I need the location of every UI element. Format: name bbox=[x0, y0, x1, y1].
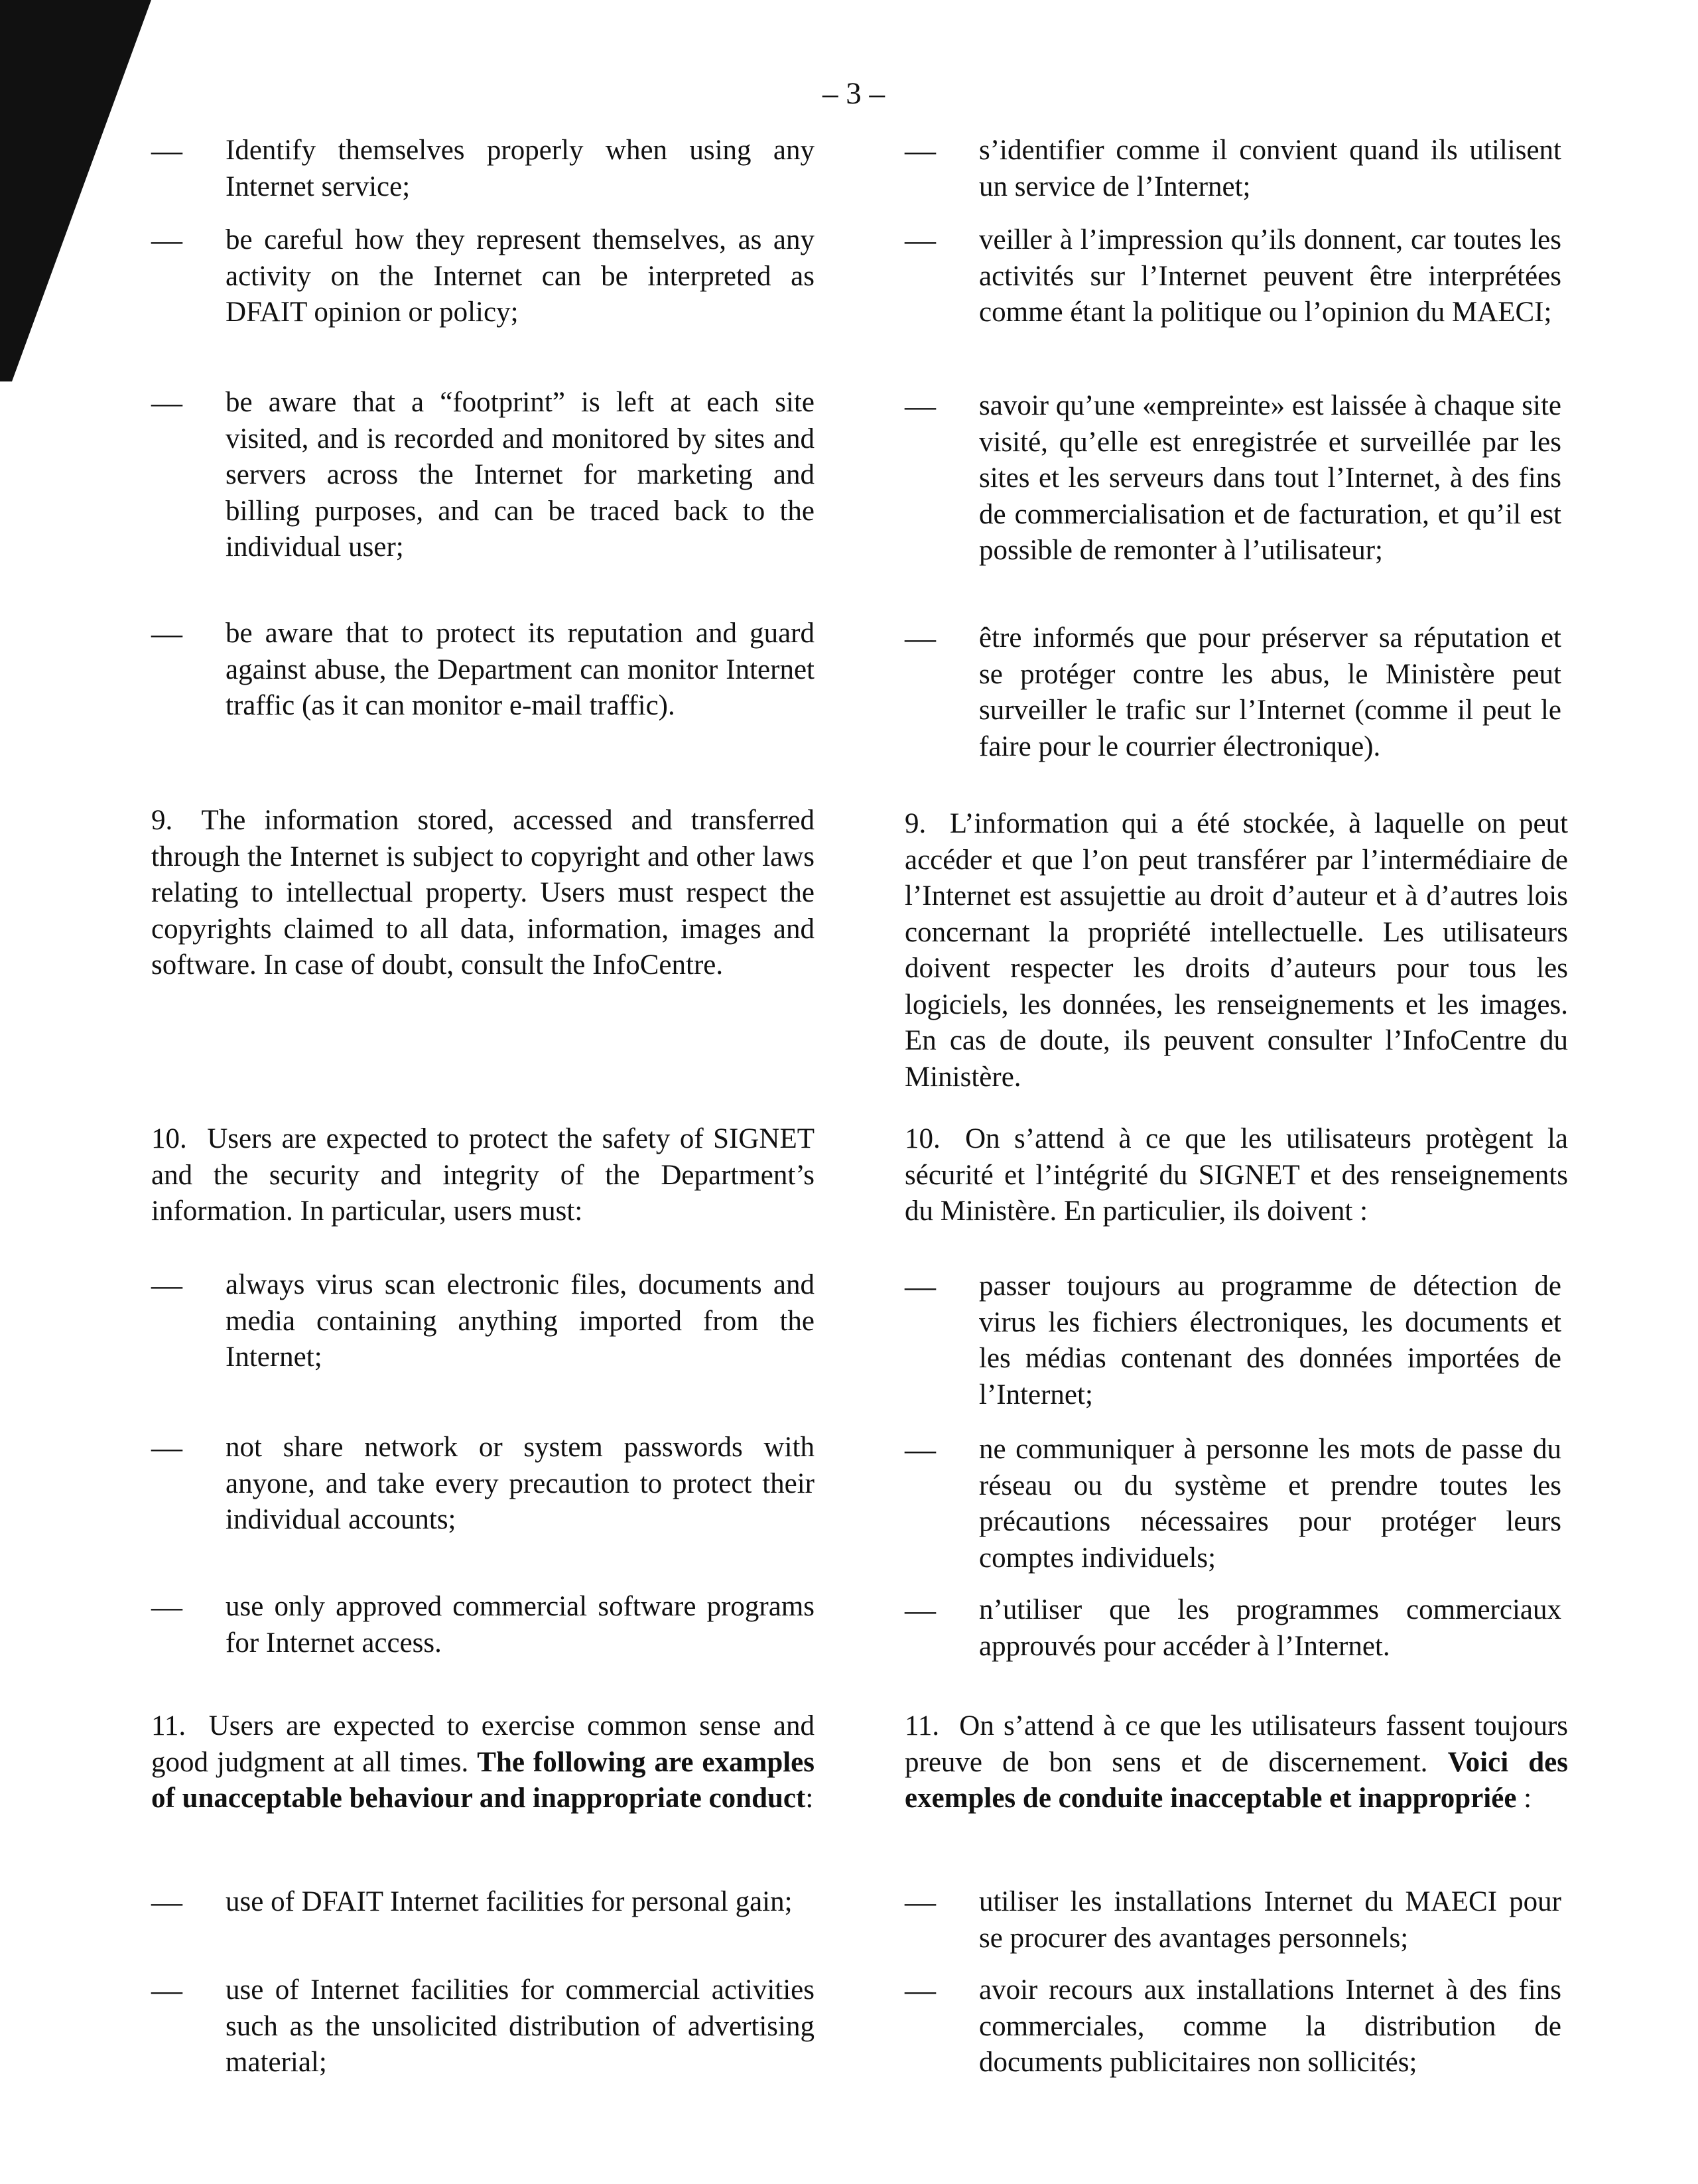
paragraph-11 bbox=[151, 1708, 815, 1817]
list-item-text: always virus scan electronic files, documents and media containing anything imported from the Internet; bbox=[226, 1269, 815, 1373]
paragraph-text: The information stored, accessed and transferred through the Internet is subject to copyright and other laws relating to intellectual property. Users must respect the copyrights claimed to all data, information, images and software. In case of doubt, consult the InfoCentre. bbox=[151, 805, 815, 981]
dash-bullet: — bbox=[905, 1885, 936, 1919]
dash-bullet: — bbox=[151, 1973, 182, 2008]
list-item-text: use only approved commercial software programs for Internet access. bbox=[226, 1591, 815, 1659]
list-item-text: use of Internet facilities for commercial activities such as the unsolicited distribution of advertising material; bbox=[226, 1974, 815, 2078]
list-item-text: avoir recours aux installations Internet à des fins commerciales, comme la distribution de documents publicitaires non sollicités; bbox=[979, 1974, 1561, 2078]
paragraph-number: 9. bbox=[905, 808, 927, 839]
list-item bbox=[151, 222, 815, 331]
dash-bullet: — bbox=[151, 1268, 182, 1302]
list-item-text: use of DFAIT Internet facilities for personal gain; bbox=[226, 1886, 793, 1917]
list-item-text: être informés que pour préserver sa réputation et se protéger contre les abus, le Ministère peut surveiller le trafic sur l’Internet (comme il peut le faire pour le courrier électronique). bbox=[979, 622, 1561, 762]
list-item-text: n’utiliser que les programmes commerciaux approuvés pour accéder à l’Internet. bbox=[979, 1594, 1561, 1662]
list-item bbox=[905, 133, 1561, 205]
dash-bullet: — bbox=[905, 1432, 936, 1467]
list-item-text: passer toujours au programme de détection de virus les fichiers électroniques, les documents et les médias contenant des données importées de l’Internet; bbox=[979, 1270, 1561, 1410]
list-item-text: ne communiquer à personne les mots de passe du réseau ou du système et prendre toutes les précautions nécessaires pour protéger leurs comptes individuels; bbox=[979, 1434, 1561, 1574]
dash-bullet: — bbox=[905, 133, 936, 168]
corner-wedge-mark bbox=[0, 0, 153, 385]
list-item bbox=[905, 620, 1561, 765]
dash-bullet: — bbox=[905, 1269, 936, 1304]
page-number: – 3 – bbox=[822, 76, 885, 111]
paragraph-bold-text: Voici des exemples de conduite inacceptable et inappropriée bbox=[905, 1746, 1568, 1814]
list-item bbox=[151, 385, 815, 566]
dash-bullet: — bbox=[151, 1590, 182, 1624]
dash-bullet: — bbox=[151, 1430, 182, 1465]
list-item bbox=[905, 1268, 1561, 1413]
list-item-text: savoir qu’une «empreinte» est laissée à chaque site visité, qu’elle est enregistrée et surveillée par les sites et les serveurs dans tout l’Internet, à des fins de commercialisation et de facturation, et qu’il est possible de remonter à l’utilisateur; bbox=[979, 390, 1561, 566]
paragraph-number: 11. bbox=[905, 1710, 940, 1741]
list-item bbox=[151, 1267, 815, 1376]
paragraph-number: 10. bbox=[151, 1123, 187, 1154]
paragraph-text: Users are expected to protect the safety of SIGNET and the security and integrity of the Department’s information. In particular, users must: bbox=[151, 1123, 815, 1227]
paragraph-number: 10. bbox=[905, 1123, 941, 1154]
paragraph-10 bbox=[151, 1121, 815, 1230]
dash-bullet: — bbox=[151, 1885, 182, 1919]
list-item-text: not share network or system passwords with anyone, and take every precaution to protect their individual accounts; bbox=[226, 1432, 815, 1535]
list-item bbox=[151, 1972, 815, 2081]
paragraph-tail: : bbox=[805, 1783, 814, 1814]
list-item bbox=[905, 1884, 1561, 1956]
paragraph-bold-text: The following are examples of unacceptable behaviour and inappropriate conduct bbox=[151, 1746, 815, 1814]
dash-bullet: — bbox=[151, 223, 182, 257]
list-item bbox=[905, 1972, 1561, 2081]
list-item-text: utiliser les installations Internet du MAECI pour se procurer des avantages personnels; bbox=[979, 1886, 1561, 1954]
paragraph-text: On s’attend à ce que les utilisateurs protègent la sécurité et l’intégrité du SIGNET et des renseignements du Ministère. En particulier, ils doivent : bbox=[905, 1123, 1568, 1227]
list-item-text: s’identifier comme il convient quand ils utilisent un service de l’Internet; bbox=[979, 135, 1561, 202]
dash-bullet: — bbox=[905, 389, 936, 423]
paragraph-text: L’information qui a été stockée, à laquelle on peut accéder et que l’on peut transférer par l’intermédiaire de l’Internet est assujettie au droit d’auteur et à d’autres lois concernant la propriété intellectuelle. Les utilisateurs doivent respecter les droits d’auteurs pour tous les logiciels, les données, les renseignements et les images. En cas de doute, ils peuvent consulter l’InfoCentre du Ministère. bbox=[905, 808, 1568, 1093]
list-item bbox=[905, 388, 1561, 569]
list-item-text: veiller à l’impression qu’ils donnent, car toutes les activités sur l’Internet peuvent être interprétées comme étant la politique ou l’opinion du MAECI; bbox=[979, 224, 1561, 328]
dash-bullet: — bbox=[905, 621, 936, 655]
dash-bullet: — bbox=[151, 133, 182, 168]
list-item-text: Identify themselves properly when using any Internet service; bbox=[226, 135, 815, 202]
list-item-text: be aware that a “footprint” is left at each site visited, and is recorded and monitored by sites and servers across the Internet for marketing and billing purposes, and can be traced back to the individual user; bbox=[226, 387, 815, 563]
list-item bbox=[905, 1592, 1561, 1665]
paragraph-number: 9. bbox=[151, 805, 173, 836]
paragraph-9 bbox=[151, 803, 815, 984]
list-item bbox=[905, 222, 1561, 331]
list-item-text: be careful how they represent themselves, as any activity on the Internet can be interpreted as DFAIT opinion or policy; bbox=[226, 224, 815, 328]
dash-bullet: — bbox=[151, 385, 182, 420]
paragraph-tail: : bbox=[1516, 1783, 1532, 1814]
dash-bullet: — bbox=[151, 616, 182, 651]
list-item bbox=[151, 1589, 815, 1661]
paragraph-9 bbox=[905, 806, 1568, 1095]
list-item bbox=[151, 1430, 815, 1538]
list-item bbox=[151, 133, 815, 205]
paragraph-10 bbox=[905, 1121, 1568, 1230]
dash-bullet: — bbox=[905, 223, 936, 257]
list-item bbox=[905, 1432, 1561, 1576]
list-item bbox=[151, 1884, 815, 1921]
list-item bbox=[151, 616, 815, 724]
list-item-text: be aware that to protect its reputation and guard against abuse, the Department can monitor Internet traffic (as it can monitor e-mail traffic). bbox=[226, 618, 815, 721]
paragraph-text: Users are expected to exercise common sense and good judgment at all times. bbox=[151, 1710, 815, 1778]
dash-bullet: — bbox=[905, 1973, 936, 2008]
paragraph-text: On s’attend à ce que les utilisateurs fassent toujours preuve de bon sens et de discernement. bbox=[905, 1710, 1569, 1778]
paragraph-number: 11. bbox=[151, 1710, 186, 1741]
dash-bullet: — bbox=[905, 1593, 936, 1627]
paragraph-11 bbox=[905, 1708, 1568, 1817]
